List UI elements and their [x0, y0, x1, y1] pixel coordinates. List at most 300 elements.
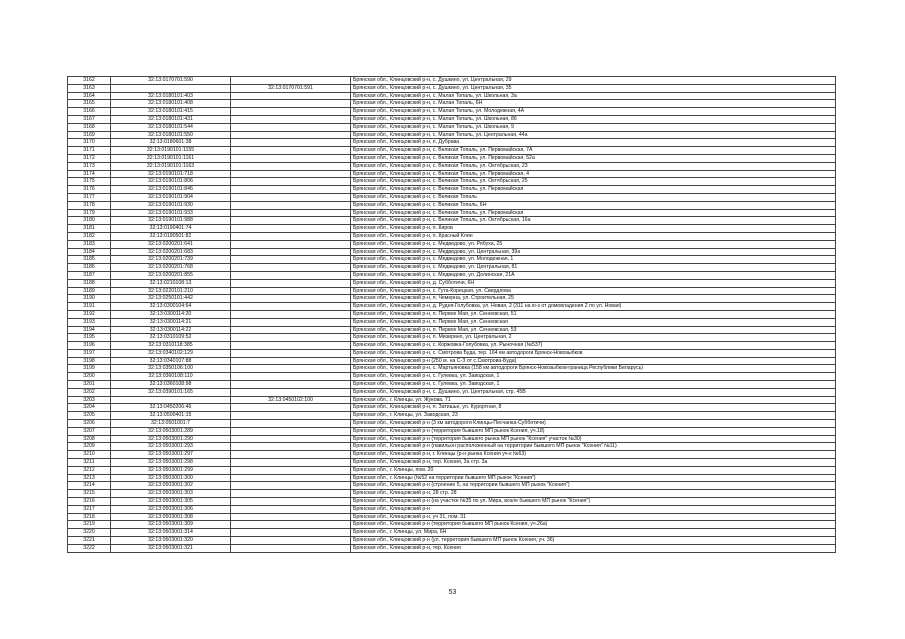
cadastral-number-alt-cell [231, 318, 351, 326]
table-row [68, 537, 836, 545]
cadastral-number-cell: 32:13:0180101:550 [111, 131, 231, 139]
address-cell: Брянская обл., г. Клинцы, пом. 20 [351, 466, 836, 474]
row-number-cell: 3177 [68, 193, 111, 201]
table-row [68, 310, 836, 318]
table-row [68, 147, 836, 155]
address-cell: Брянская обл., г. Клинцы, ул. Мира, 6Н [351, 529, 836, 537]
address-cell: Брянская обл., Клинцовский р-н, с. Медведово, ул. Молодежная, 1 [351, 256, 836, 264]
cadastral-number-cell: 32:13:0503001:314 [111, 529, 231, 537]
table-row [68, 420, 836, 428]
cadastral-number-alt-cell [231, 404, 351, 412]
cadastral-number-alt-cell [231, 209, 351, 217]
address-cell: Брянская обл., Клинцовский р-н, с. Великая Топаль, ул. Первомайская [351, 209, 836, 217]
cadastral-number-cell: 32:13:0503001:297 [111, 451, 231, 459]
cadastral-number-alt-cell [231, 342, 351, 350]
cadastral-number-cell: 32:13:0190101:1155 [111, 147, 231, 155]
cadastral-number-cell [111, 396, 231, 404]
cadastral-number-alt-cell [231, 490, 351, 498]
table-row [68, 303, 836, 311]
row-number-cell: 3176 [68, 186, 111, 194]
cadastral-number-cell: 32:13:0180101:415 [111, 108, 231, 116]
cadastral-number-alt-cell [231, 435, 351, 443]
cadastral-number-cell: 32:13:0503001:302 [111, 482, 231, 490]
cadastral-number-alt-cell [231, 154, 351, 162]
cadastral-number-alt-cell [231, 303, 351, 311]
table-row [68, 490, 836, 498]
address-cell: Брянская обл., Клинцовский р-н, тер. Ксения [351, 544, 836, 552]
address-cell: Брянская обл., г. Клинцы (№52 на территории бывшего МП рынок "Ксения") [351, 474, 836, 482]
cadastral-number-alt-cell [231, 279, 351, 287]
cadastral-number-alt-cell [231, 381, 351, 389]
address-cell: Брянская обл., Клинцовский р-н, с. Малая Топаль, ул. Школьная, 3а [351, 92, 836, 100]
address-cell: Брянская обл., Клинцовский р-н, с. Великая Топаль, ул. Октябрьская, 16а [351, 217, 836, 225]
table-row [68, 451, 836, 459]
table-row [68, 186, 836, 194]
cadastral-number-alt-cell [231, 388, 351, 396]
land-registry-table [67, 76, 836, 553]
cadastral-number-alt-cell [231, 451, 351, 459]
address-cell: Брянская обл., г. Клинцы, ул. Жукова, 71 [351, 396, 836, 404]
cadastral-number-cell: 32:13:0190501:82 [111, 232, 231, 240]
row-number-cell: 3217 [68, 505, 111, 513]
cadastral-number-cell: 32:13:0310118:385 [111, 342, 231, 350]
cadastral-number-cell: 32:13:0200201:739 [111, 256, 231, 264]
cadastral-number-cell: 32:13:0503001:308 [111, 513, 231, 521]
row-number-cell: 3164 [68, 92, 111, 100]
cadastral-number-cell: 32:13:0450206:46 [111, 404, 231, 412]
row-number-cell: 3182 [68, 232, 111, 240]
table-row [68, 373, 836, 381]
cadastral-number-alt-cell [231, 349, 351, 357]
cadastral-number-cell: 32:13:0503001:303 [111, 490, 231, 498]
table-row [68, 100, 836, 108]
row-number-cell: 3203 [68, 396, 111, 404]
row-number-cell: 3214 [68, 482, 111, 490]
row-number-cell: 3213 [68, 474, 111, 482]
address-cell: Брянская обл., Клинцовский р-н, д. Рудня-Голубовка, ул. Новая, 2 (311 на ю-з от домовладения 2 по ул. Новая) [351, 303, 836, 311]
row-number-cell: 3210 [68, 451, 111, 459]
cadastral-number-cell: 32:13:0210108:13 [111, 279, 231, 287]
row-number-cell: 3163 [68, 84, 111, 92]
cadastral-number-alt-cell [231, 357, 351, 365]
row-number-cell: 3216 [68, 498, 111, 506]
table-row [68, 505, 836, 513]
table-row [68, 388, 836, 396]
cadastral-number-alt-cell [231, 92, 351, 100]
table-row [68, 443, 836, 451]
cadastral-number-cell: 32:13:0180101:408 [111, 100, 231, 108]
cadastral-number-alt-cell [231, 147, 351, 155]
row-number-cell: 3211 [68, 459, 111, 467]
cadastral-number-alt-cell [231, 529, 351, 537]
address-cell: Брянская обл., Клинцовский р-н (павильон расположенный на территории бывшего МП рынок "Ксения" №11) [351, 443, 836, 451]
address-cell: Брянская обл., Клинцовский р-н, с. Мартьяновка (158 км автодороги Брянск-Новозыбков-граница Республики Беларусь) [351, 365, 836, 373]
cadastral-number-cell: 32:13:0503001:306 [111, 505, 231, 513]
cadastral-number-alt-cell [231, 365, 351, 373]
cadastral-number-cell: 32:13:0500401:15 [111, 412, 231, 420]
row-number-cell: 3174 [68, 170, 111, 178]
row-number-cell: 3202 [68, 388, 111, 396]
cadastral-number-alt-cell [231, 139, 351, 147]
row-number-cell: 3201 [68, 381, 111, 389]
table-row [68, 365, 836, 373]
table-row [68, 201, 836, 209]
cadastral-number-alt-cell [231, 466, 351, 474]
cadastral-number-alt-cell [231, 232, 351, 240]
table-row [68, 482, 836, 490]
address-cell: Брянская обл., Клинцовский р-н, д. Субботичи, 6Н [351, 279, 836, 287]
table-row [68, 256, 836, 264]
row-number-cell: 3200 [68, 373, 111, 381]
cadastral-number-cell: 32:13:0340102:129 [111, 349, 231, 357]
table-row [68, 513, 836, 521]
table-row [68, 326, 836, 334]
row-number-cell: 3196 [68, 342, 111, 350]
cadastral-number-cell: 32:13:0503001:299 [111, 466, 231, 474]
cadastral-number-cell: 32:13:0190101:806 [111, 178, 231, 186]
row-number-cell: 3171 [68, 147, 111, 155]
row-number-cell: 3167 [68, 115, 111, 123]
row-number-cell: 3195 [68, 334, 111, 342]
address-cell: Брянская обл., Клинцовский р-н, п. Киров [351, 225, 836, 233]
cadastral-number-alt-cell [231, 310, 351, 318]
address-cell: Брянская обл., Клинцовский р-н, с. Гулевка, ул. Заводская, 1 [351, 381, 836, 389]
row-number-cell: 3207 [68, 427, 111, 435]
cadastral-number-alt-cell [231, 248, 351, 256]
row-number-cell: 3215 [68, 490, 111, 498]
address-cell: Брянская обл., Клинцовский р-н (на участке №35 по ул. Мира, возле бывшего МП рынок "Ксения") [351, 498, 836, 506]
cadastral-number-alt-cell [231, 100, 351, 108]
address-cell: Брянская обл., Клинцовский р-н, с. Великая Топаль, ул. Первомайская [351, 186, 836, 194]
address-cell: Брянская обл., Клинцовский р-н (территория бывшего рынка МП рынок "Ксения" участок №30) [351, 435, 836, 443]
cadastral-number-cell: 32:13:0200201:768 [111, 264, 231, 272]
cadastral-number-alt-cell [231, 521, 351, 529]
cadastral-number-alt-cell [231, 264, 351, 272]
row-number-cell: 3179 [68, 209, 111, 217]
table-row [68, 108, 836, 116]
table-row [68, 115, 836, 123]
cadastral-number-cell: 32:13:0190101:846 [111, 186, 231, 194]
cadastral-number-cell: 32:13:0340107:88 [111, 357, 231, 365]
address-cell: Брянская обл., Клинцовский р-н, уч 31, пом. 31 [351, 513, 836, 521]
address-cell: Брянская обл., Клинцовский р-н, с. Коржовка-Голубовка, ул. Рыночная (№537) [351, 342, 836, 350]
table-row [68, 77, 836, 85]
cadastral-number-cell: 32:13:0300114:22 [111, 326, 231, 334]
row-number-cell: 3180 [68, 217, 111, 225]
table-row [68, 209, 836, 217]
table-row [68, 162, 836, 170]
cadastral-number-alt-cell [231, 162, 351, 170]
address-cell: Брянская обл., Клинцовский р-н, с. Великая Топаль, ул. Октябрьская, 25 [351, 178, 836, 186]
row-number-cell: 3178 [68, 201, 111, 209]
cadastral-number-cell: 32:13:0360108:110 [111, 373, 231, 381]
row-number-cell: 3170 [68, 139, 111, 147]
row-number-cell: 3222 [68, 544, 111, 552]
row-number-cell: 3206 [68, 420, 111, 428]
table-row [68, 193, 836, 201]
cadastral-number-cell: 32:13:0190101:904 [111, 193, 231, 201]
address-cell: Брянская обл., Клинцовский р-н, с. Малая Топаль, ул. Центральная, 44а [351, 131, 836, 139]
cadastral-number-alt-cell [231, 513, 351, 521]
cadastral-number-cell: 32:13:0180101:544 [111, 123, 231, 131]
cadastral-number-alt-cell: 32:13:0450102:100 [231, 396, 351, 404]
row-number-cell: 3192 [68, 310, 111, 318]
row-number-cell: 3193 [68, 318, 111, 326]
cadastral-number-alt-cell [231, 474, 351, 482]
cadastral-number-alt-cell [231, 287, 351, 295]
cadastral-number-alt-cell [231, 201, 351, 209]
cadastral-number-cell: 32:13:0350106:100 [111, 365, 231, 373]
address-cell: Брянская обл., Клинцовский р-н, с. Гута-Корецкая, ул. Свердлова [351, 287, 836, 295]
address-cell: Брянская обл., Клинцовский р-н, с. Великая Топаль, 6Н [351, 201, 836, 209]
cadastral-number-cell: 32:13:0190101:930 [111, 201, 231, 209]
cadastral-number-alt-cell [231, 178, 351, 186]
address-cell: Брянская обл., Клинцовский р-н, тер. Ксения, 3а стр. 3а [351, 459, 836, 467]
address-cell: Брянская обл., Клинцовский р-н, п. Дубрава [351, 139, 836, 147]
cadastral-number-alt-cell [231, 459, 351, 467]
cadastral-number-cell: 32:13:0190101:1163 [111, 162, 231, 170]
address-cell: Брянская обл., Клинцовский р-н, с. Душкино, ул. Центральная, 35 [351, 84, 836, 92]
address-cell: Брянская обл., Клинцовский р-н, п. Первое Мая, ул. Сенновская, 51 [351, 310, 836, 318]
table-row [68, 279, 836, 287]
row-number-cell: 3208 [68, 435, 111, 443]
row-number-cell: 3189 [68, 287, 111, 295]
cadastral-number-cell: 32:13:0180101:431 [111, 115, 231, 123]
address-cell: Брянская обл., Клинцовский р-н, с. Великая Топаль, ул. Первомайская, 4 [351, 170, 836, 178]
row-number-cell: 3219 [68, 521, 111, 529]
cadastral-number-cell: 32:13:0190101:718 [111, 170, 231, 178]
table-row [68, 427, 836, 435]
table-row [68, 357, 836, 365]
row-number-cell: 3204 [68, 404, 111, 412]
table-row [68, 154, 836, 162]
cadastral-number-cell: 32:13:0180601:38 [111, 139, 231, 147]
row-number-cell: 3188 [68, 279, 111, 287]
table-row [68, 84, 836, 92]
address-cell: Брянская обл., Клинцовский р-н, с. Гулевка, ул. Заводская, 1 [351, 373, 836, 381]
cadastral-number-cell: 32:13:0503001:293 [111, 443, 231, 451]
table-row [68, 225, 836, 233]
address-cell: Брянская обл., Клинцовский р-н, с. Малая Топаль, ул. Школьная, 86 [351, 115, 836, 123]
cadastral-number-cell: 32:13:0170701:590 [111, 77, 231, 85]
cadastral-number-alt-cell [231, 412, 351, 420]
cadastral-number-alt-cell [231, 326, 351, 334]
table-row [68, 271, 836, 279]
row-number-cell: 3184 [68, 248, 111, 256]
address-cell: Брянская обл., Клинцовский р-н, п. Первое Мая, ул. Сенновская, 53 [351, 326, 836, 334]
table-row [68, 240, 836, 248]
address-cell: Брянская обл., Клинцовский р-н, п. Первое Мая, ул. Сенновская [351, 318, 836, 326]
table-row [68, 396, 836, 404]
address-cell: Брянская обл., г. Клинцы, ул. Заводская, 23 [351, 412, 836, 420]
cadastral-number-alt-cell [231, 295, 351, 303]
cadastral-number-alt-cell [231, 217, 351, 225]
table-row [68, 349, 836, 357]
cadastral-number-cell: 32:13:0190101:1161 [111, 154, 231, 162]
row-number-cell: 3183 [68, 240, 111, 248]
address-cell: Брянская обл., Клинцовский р-н, п. Мизирино, ул. Центральная, 2 [351, 334, 836, 342]
cadastral-number-alt-cell [231, 271, 351, 279]
cadastral-number-cell: 32:13:0190101:988 [111, 217, 231, 225]
cadastral-number-cell: 32:13:0503001:320 [111, 537, 231, 545]
cadastral-number-cell: 32:13:0503001:298 [111, 459, 231, 467]
cadastral-number-alt-cell [231, 108, 351, 116]
table-row [68, 123, 836, 131]
table-row [68, 170, 836, 178]
cadastral-number-alt-cell [231, 115, 351, 123]
address-cell: Брянская обл., Клинцовский р-н (территория бывшего МП рынок Ксения, уч.18) [351, 427, 836, 435]
cadastral-number-alt-cell [231, 373, 351, 381]
row-number-cell: 3212 [68, 466, 111, 474]
address-cell: Брянская обл., Клинцовский р-н [351, 505, 836, 513]
cadastral-number-alt-cell [231, 240, 351, 248]
row-number-cell: 3165 [68, 100, 111, 108]
cadastral-number-alt-cell [231, 186, 351, 194]
cadastral-number-cell: 32:13:0200201:855 [111, 271, 231, 279]
cadastral-number-cell: 32:13:0190401:74 [111, 225, 231, 233]
row-number-cell: 3186 [68, 264, 111, 272]
cadastral-number-alt-cell [231, 544, 351, 552]
cadastral-number-cell: 32:13:0503001:289 [111, 427, 231, 435]
address-cell: Брянская обл., Клинцовский р-н (строение 5, на территории бывшего МП рынок "Ксения") [351, 482, 836, 490]
cadastral-number-cell: 32:13:0503001:321 [111, 544, 231, 552]
row-number-cell: 3166 [68, 108, 111, 116]
address-cell: Брянская обл., Клинцовский р-н, п. Затишье, ул. Курортная, 8 [351, 404, 836, 412]
cadastral-number-cell: 32:13:0180101:403 [111, 92, 231, 100]
row-number-cell: 3221 [68, 537, 111, 545]
cadastral-number-cell: 32:13:0220101:210 [111, 287, 231, 295]
page-number: 53 [448, 589, 457, 596]
table-row [68, 435, 836, 443]
cadastral-number-cell: 32:13:0300114:21 [111, 318, 231, 326]
table-row [68, 474, 836, 482]
cadastral-number-cell: 32:13:0300104:64 [111, 303, 231, 311]
table-row [68, 295, 836, 303]
address-cell: Брянская обл., Клинцовский р-н, с. Великая Топаль, ул. Октябрьская, 23 [351, 162, 836, 170]
cadastral-number-cell: 32:13:0503001:309 [111, 521, 231, 529]
table-row [68, 92, 836, 100]
cadastral-number-alt-cell [231, 443, 351, 451]
row-number-cell: 3190 [68, 295, 111, 303]
table-row [68, 544, 836, 552]
table-row [68, 466, 836, 474]
cadastral-number-cell: 32:13:0250101:442 [111, 295, 231, 303]
cadastral-number-cell: 32:13:0503001:305 [111, 498, 231, 506]
row-number-cell: 3172 [68, 154, 111, 162]
cadastral-number-cell: 32:13:0300114:20 [111, 310, 231, 318]
address-cell: Брянская обл., Клинцовский р-н, с. Великая Топаль, ул. Первомайская, 52а [351, 154, 836, 162]
cadastral-number-alt-cell [231, 498, 351, 506]
cadastral-number-alt-cell [231, 420, 351, 428]
table-row [68, 334, 836, 342]
cadastral-number-alt-cell [231, 505, 351, 513]
table-row [68, 232, 836, 240]
address-cell: Брянская обл., Клинцовский р-н, с. Медведово, ул. Центральная, 39а [351, 248, 836, 256]
cadastral-number-alt-cell [231, 482, 351, 490]
cadastral-number-alt-cell [231, 170, 351, 178]
cadastral-number-alt-cell [231, 427, 351, 435]
row-number-cell: 3187 [68, 271, 111, 279]
address-cell: Брянская обл., Клинцовский р-н (ул. территория бывшего МП рынок Ксения, уч. 36) [351, 537, 836, 545]
table-row [68, 248, 836, 256]
cadastral-number-cell: 32:13:0200201:641 [111, 240, 231, 248]
cadastral-number-alt-cell: 32:13:0170701:591 [231, 84, 351, 92]
table-row [68, 139, 836, 147]
address-cell: Брянская обл., Клинцовский р-н (территория бывшего МП рынок Ксения, уч.26а) [351, 521, 836, 529]
address-cell: Брянская обл., Клинцовский р-н, с. Великая Топаль [351, 193, 836, 201]
address-cell: Брянская обл., Клинцовский р-н, с. Медведово, ул. Центральная, 81 [351, 264, 836, 272]
row-number-cell: 3209 [68, 443, 111, 451]
address-cell: Брянская обл., Клинцовский р-н, г. Клинцы (р-н рынка Ксения уч-к №63) [351, 451, 836, 459]
table-row [68, 498, 836, 506]
address-cell: Брянская обл., Клинцовский р-н, с. Душкино, ул. Центральная, стр. 45В [351, 388, 836, 396]
cadastral-number-cell: 32:13:0503001:300 [111, 474, 231, 482]
table-row [68, 381, 836, 389]
table-row [68, 521, 836, 529]
table-row [68, 412, 836, 420]
row-number-cell: 3191 [68, 303, 111, 311]
address-cell: Брянская обл., Клинцовский р-н, 28 стр. 28 [351, 490, 836, 498]
address-cell: Брянская обл., Клинцовский р-н, с. Медведово, ул. Рябуха, 25 [351, 240, 836, 248]
table-row [68, 287, 836, 295]
table-row [68, 217, 836, 225]
row-number-cell: 3205 [68, 412, 111, 420]
cadastral-number-alt-cell [231, 131, 351, 139]
table-row [68, 264, 836, 272]
table-row [68, 178, 836, 186]
cadastral-number-cell: 32:13:0190101:933 [111, 209, 231, 217]
table-row [68, 459, 836, 467]
row-number-cell: 3218 [68, 513, 111, 521]
row-number-cell: 3181 [68, 225, 111, 233]
address-cell: Брянская обл., Клинцовский р-н, с. Душкино, ул. Центральная, 29 [351, 77, 836, 85]
row-number-cell: 3175 [68, 178, 111, 186]
cadastral-number-alt-cell [231, 77, 351, 85]
address-cell: Брянская обл., Клинцовский р-н, с. Малая Топаль, 6Н [351, 100, 836, 108]
address-cell: Брянская обл., Клинцовский р-н, п. Красный Клин [351, 232, 836, 240]
cadastral-number-cell: 32:13:0501001:7 [111, 420, 231, 428]
cadastral-number-cell: 32:13:0503001:290 [111, 435, 231, 443]
row-number-cell: 3220 [68, 529, 111, 537]
table-row [68, 318, 836, 326]
row-number-cell: 3173 [68, 162, 111, 170]
row-number-cell: 3168 [68, 123, 111, 131]
address-cell: Брянская обл., Клинцовский р-н, с. Медведово, ул. Долинская, 21А [351, 271, 836, 279]
address-cell: Брянская обл., Клинцовский р-н, с. Малая Топаль, ул. Молодежная, 4А [351, 108, 836, 116]
cadastral-number-alt-cell [231, 193, 351, 201]
address-cell: Брянская обл., Клинцовский р-н, с. Малая Топаль, ул. Школьная, 9 [351, 123, 836, 131]
row-number-cell: 3185 [68, 256, 111, 264]
address-cell: Брянская обл., Клинцовский р-н (250 м. на С-З от с.Смотрова-Буда) [351, 357, 836, 365]
cadastral-number-cell [111, 84, 231, 92]
cadastral-number-alt-cell [231, 225, 351, 233]
cadastral-number-cell: 32:13:0200201:683 [111, 248, 231, 256]
row-number-cell: 3197 [68, 349, 111, 357]
cadastral-number-alt-cell [231, 334, 351, 342]
row-number-cell: 3162 [68, 77, 111, 85]
address-cell: Брянская обл., Клинцовский р-н, с. Великая Топаль, ул. Первомайская, 7А [351, 147, 836, 155]
row-number-cell: 3169 [68, 131, 111, 139]
row-number-cell: 3199 [68, 365, 111, 373]
registry-table-body [68, 77, 836, 553]
cadastral-number-alt-cell [231, 537, 351, 545]
table-row [68, 404, 836, 412]
cadastral-number-cell: 32:13:0310109:52 [111, 334, 231, 342]
address-cell: Брянская обл., Клинцовский р-н (3 км автодороги Клинцы-Песчанка-Субботичи) [351, 420, 836, 428]
address-cell: Брянская обл., Клинцовский р-н, п. Чемерна, ул. Строительная, 25 [351, 295, 836, 303]
table-row [68, 131, 836, 139]
table-row [68, 342, 836, 350]
